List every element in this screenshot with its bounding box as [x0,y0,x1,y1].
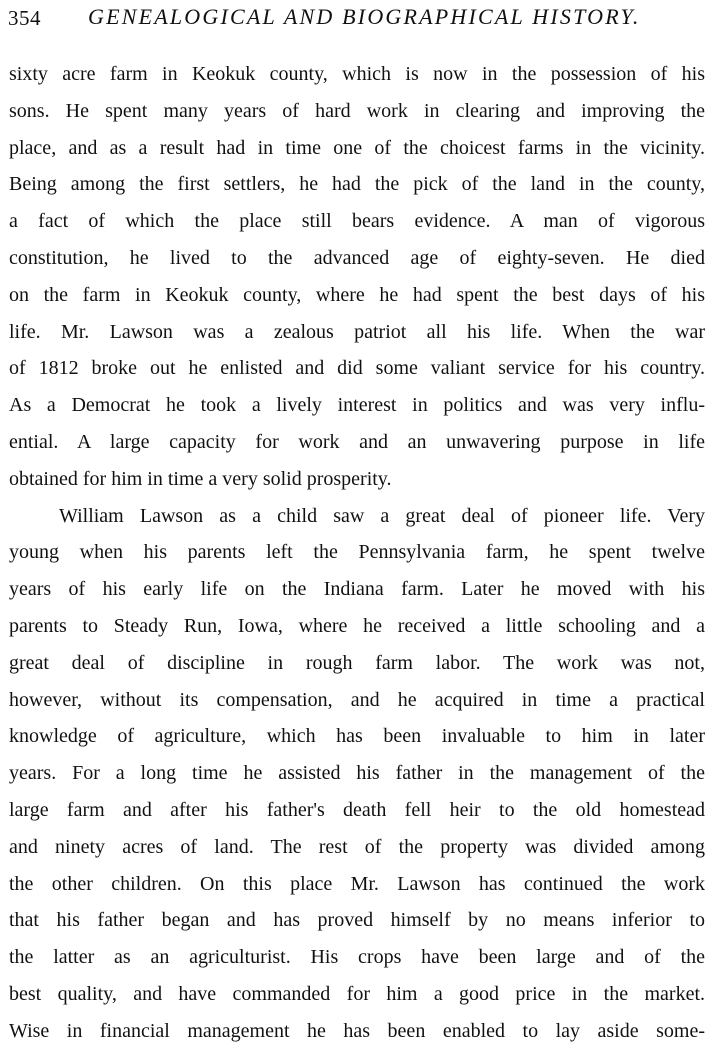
text-line: years. For a long time he assisted his father in the management of the [9,762,705,785]
text-line: years of his early life on the Indiana farm. Later he moved with his [9,578,705,601]
text-line: the latter as an agriculturist. His crops have been large and of the [9,946,705,969]
text-line: on the farm in Keokuk county, where he had spent the best days of his [9,283,705,306]
paragraph-end-line: obtained for him in time a very solid prosperity. [9,467,392,490]
page-number: 354 [8,6,41,30]
text-line: Being among the first settlers, he had the pick of the land in the county, [9,173,705,196]
text-line: young when his parents left the Pennsylvania farm, he spent twelve [9,541,705,564]
text-line: life. Mr. Lawson was a zealous patriot all his life. When the war [9,320,705,343]
paragraph-start-line: William Lawson as a child saw a great deal of pioneer life. Very [59,504,705,527]
text-line: place, and as a result had in time one of the choicest farms in the vicinity. [9,136,705,159]
text-line: however, without its compensation, and he acquired in time a practical [9,688,705,711]
text-line: a fact of which the place still bears evidence. A man of vigorous [9,210,705,233]
text-line: parents to Steady Run, Iowa, where he received a little schooling and a [9,614,705,637]
text-line: Wise in financial management he has been enabled to lay aside some- [9,1019,705,1042]
text-line: large farm and after his father's death fell heir to the old homestead [9,798,705,821]
text-line: As a Democrat he took a lively interest in politics and was very influ- [9,394,705,417]
text-line: best quality, and have commanded for him a good price in the market. [9,982,705,1005]
text-line: ential. A large capacity for work and an unwavering purpose in life [9,430,705,453]
text-line: knowledge of agriculture, which has been invaluable to him in later [9,725,705,748]
text-line: that his father began and has proved himself by no means inferior to [9,909,705,932]
text-line: the other children. On this place Mr. Lawson has continued the work [9,872,705,895]
text-line: sons. He spent many years of hard work in clearing and improving the [9,99,705,122]
text-line: great deal of discipline in rough farm labor. The work was not, [9,651,705,674]
text-line: constitution, he lived to the advanced age of eighty-seven. He died [9,246,705,269]
text-line: and ninety acres of land. The rest of the property was divided among [9,835,705,858]
running-head: GENEALOGICAL AND BIOGRAPHICAL HISTORY. [88,4,641,29]
page-header [8,4,708,36]
text-line: sixty acre farm in Keokuk county, which is now in the possession of his [9,63,705,85]
text-line: of 1812 broke out he enlisted and did some valiant service for his country. [9,357,705,380]
body-text [9,56,705,1050]
